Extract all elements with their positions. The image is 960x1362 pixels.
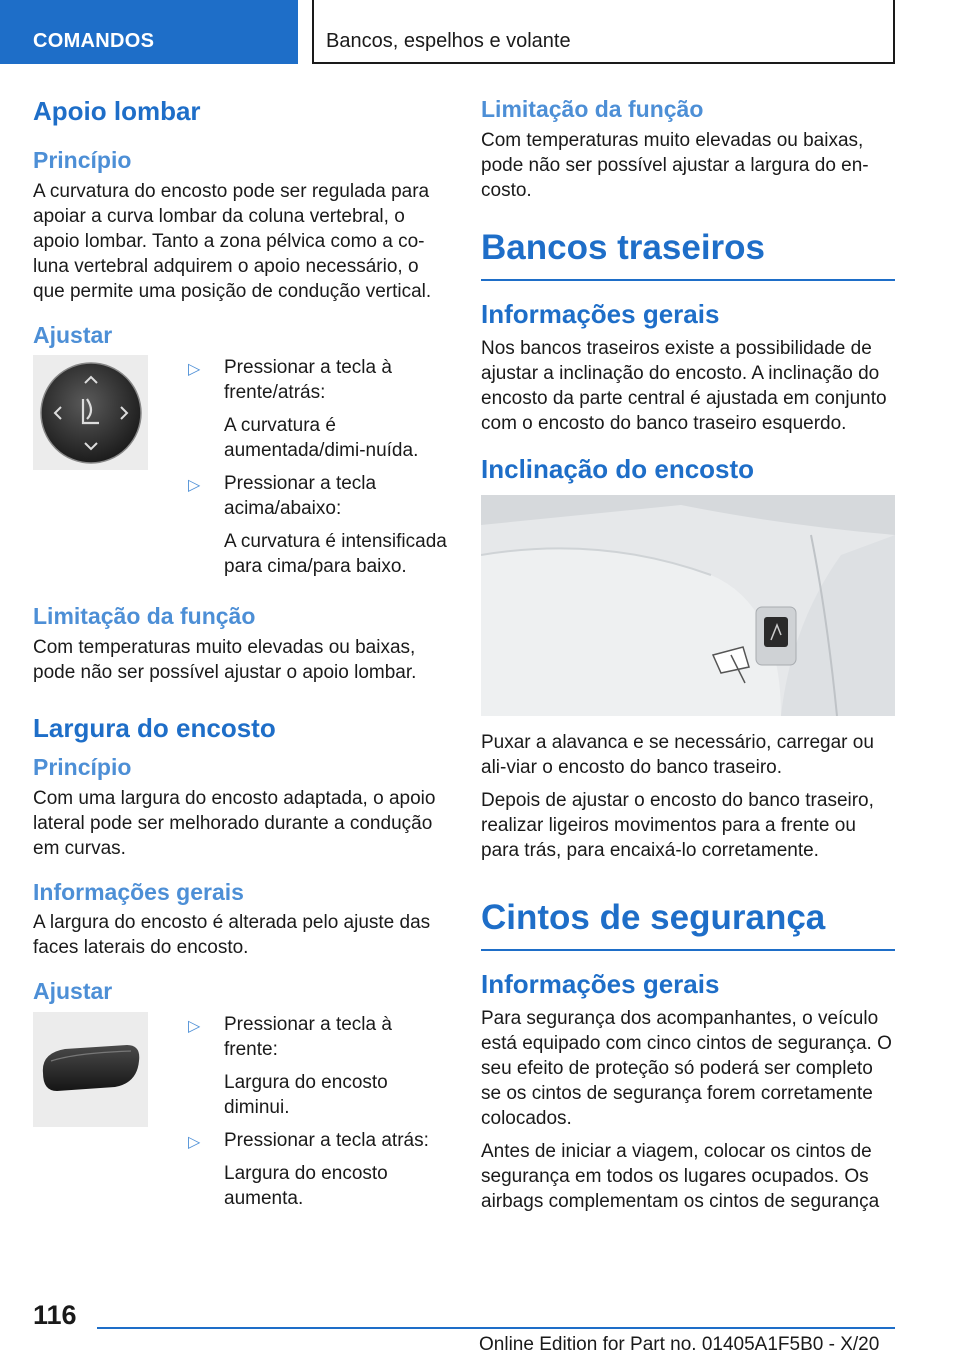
heading-largura-encosto: Largura do encosto [33, 712, 276, 743]
heading-principio-1: Princípio [33, 147, 132, 174]
heading-ajustar-1: Ajustar [33, 321, 113, 348]
text-principio-1: A curvatura do encosto pode ser regulada para apoiar a curva lombar da coluna vertebral, o apoio lombar. Tanto a zona pélvica como a co‐luna vertebral adquirem o apoio necessário, o que permite uma posição de condução vertical. [33, 180, 432, 302]
width-switch-icon [35, 1039, 147, 1099]
ajustar-lombar-block [33, 355, 447, 587]
header-section-label: COMANDOS [33, 30, 155, 52]
bullet-triangle-icon: ▷ [188, 1017, 201, 1035]
text-info-geral: Nos bancos traseiros existe a possibilidade de ajustar a inclinação do encosto. A inclinação do encosto da parte central é ajustada em conjunto com o encosto do banco traseiro esquerdo. [481, 337, 887, 434]
page-number: 116 [33, 1300, 77, 1330]
text-inclinacao-2: Depois de ajustar o encosto do banco traseiro, realizar ligeiros movimentos para a frente ou para trás, para encaixá-lo corretamente. [481, 789, 874, 861]
ajustar-2-item-2: ▷ Pressionar a tecla atrás: Largura do encosto aumenta. [188, 1129, 429, 1209]
heading-limitacao-1: Limitação da função [33, 603, 256, 630]
ajustar-2-item-1: ▷ Pressionar a tecla à frente: Largura do encosto diminui. [188, 1013, 392, 1118]
text-limitacao-1: Com temperaturas muito elevadas ou baixas, pode não ser possível ajustar o apoio lombar. [33, 636, 417, 683]
heading-info-geral: Informações gerais [481, 298, 720, 329]
heading-ajustar-2: Ajustar [33, 978, 113, 1005]
heading-apoio-lombar: Apoio lombar [33, 96, 201, 126]
text-principio-2: Com uma largura do encosto adaptada, o apoio lateral pode ser melhorado durante a condução em curvas. [33, 787, 436, 859]
lumbar-switch-icon [37, 359, 145, 467]
header-section-tab [0, 0, 298, 64]
text-info-2-b: Antes de iniciar a viagem, colocar os cintos de segurança em todos os lugares ocupados. Os airbags complementam os cintos de segurança [481, 1141, 880, 1213]
right-column [481, 96, 895, 1222]
header-chapter-label: Bancos, espelhos e volante [326, 30, 571, 52]
bullet-triangle-icon: ▷ [188, 1133, 201, 1151]
lumbar-control-image [33, 355, 148, 470]
heading-inclinacao: Inclinação do encosto [481, 453, 755, 484]
seat-lever-photo [481, 495, 895, 716]
ajustar-1-item-1: ▷ Pressionar a tecla à frente/atrás: A curvatura é aumentada/dimi‐nuída. [188, 357, 419, 462]
heading-principio-2: Princípio [33, 754, 132, 781]
heading-info-geral-2: Informações gerais [481, 968, 720, 999]
footer-divider [97, 1327, 895, 1329]
text-inclinacao-1: Puxar a alavanca e se necessário, carregar ou ali‐viar o encosto do banco traseiro. [481, 731, 874, 778]
left-column [33, 96, 447, 1219]
heading-limitacao-2: Limitação da função [481, 96, 704, 122]
bullet-triangle-icon: ▷ [188, 477, 201, 495]
bullet-triangle-icon: ▷ [188, 361, 201, 379]
ajustar-1-item-2: ▷ Pressionar a tecla acima/abaixo: A curvatura é intensificada para cima/para baixo. [188, 473, 447, 578]
heading-info-1: Informações gerais [33, 878, 244, 905]
ajustar-largura-block [33, 1012, 447, 1219]
text-limitacao-2: Com temperaturas muito elevadas ou baixas, pode não ser possível ajustar a largura do en‐costo. [481, 129, 869, 201]
text-info-2-a: Para segurança dos acompanhantes, o veículo está equipado com cinco cintos de segurança. O seu efeito de proteção só poderá ser completo se os cintos de segurança forem corretamente colocados. [481, 1008, 892, 1130]
header-chapter-box [312, 0, 895, 64]
footer-edition: Online Edition for Part no. 01405A1F5B0 - X/20 [479, 1334, 880, 1355]
heading-cintos: Cintos de segurança [481, 897, 895, 951]
width-control-image [33, 1012, 148, 1127]
text-info-1: A largura do encosto é alterada pelo ajuste das faces laterais do encosto. [33, 912, 431, 959]
heading-bancos-traseiros: Bancos traseiros [481, 227, 895, 281]
rear-seat-lever-image [481, 495, 895, 716]
